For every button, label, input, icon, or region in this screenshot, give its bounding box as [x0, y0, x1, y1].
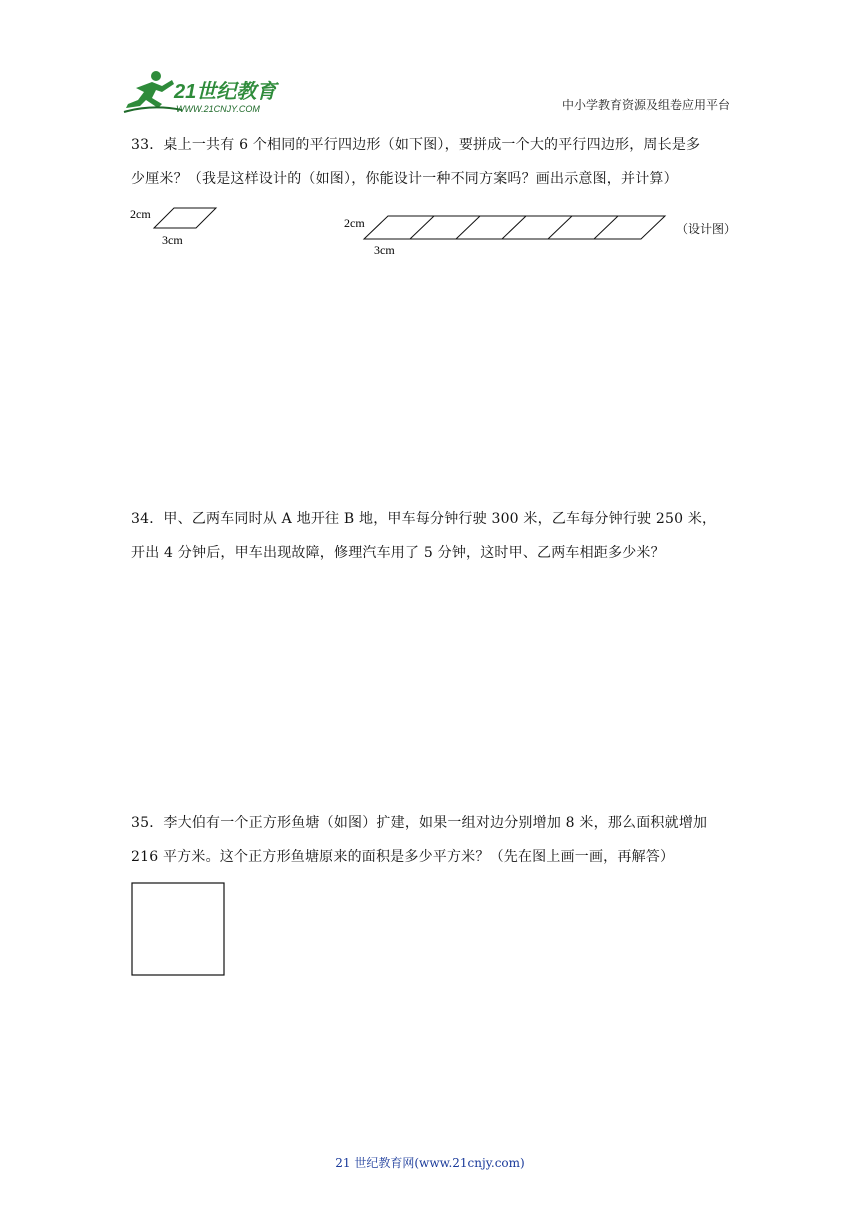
header-platform-text: 中小学教育资源及组卷应用平台 — [561, 98, 730, 112]
small-parallelogram-figure — [128, 200, 228, 252]
square-pond — [132, 883, 224, 975]
question-34-line-1: 34．甲、乙两车同时从 A 地开往 B 地，甲车每分钟行驶 300 米，乙车每分钟行驶 250 米， — [131, 511, 717, 527]
question-33 — [131, 128, 731, 196]
small-base-label: 3cm — [162, 233, 183, 247]
small-parallelogram — [154, 208, 216, 228]
question-34 — [131, 502, 731, 570]
design-figure — [342, 208, 672, 260]
question-35-line-2: 216 平方米。这个正方形鱼塘原来的面积是多少平方米？（先在图上画一画，再解答） — [131, 849, 675, 865]
small-side-label: 2cm — [130, 207, 151, 221]
design-divider — [502, 216, 526, 239]
square-pond-figure — [130, 882, 228, 978]
logo-text: 21世纪教育 — [174, 81, 277, 103]
design-caption: （设计图） — [676, 222, 737, 236]
question-33-line-2: 少厘米？（我是这样设计的（如图），你能设计一种不同方案吗？画出示意图，并计算） — [131, 171, 678, 187]
logo-url: WWW.21CNJY.COM — [176, 104, 260, 114]
design-side-label: 2cm — [344, 216, 365, 230]
design-divider — [456, 216, 480, 239]
question-33-line-1: 33．桌上一共有 6 个相同的平行四边形（如下图），要拼成一个大的平行四边形，周长是多 — [131, 137, 701, 153]
design-divider — [548, 216, 572, 239]
site-logo — [122, 68, 292, 116]
question-35-line-1: 35．李大伯有一个正方形鱼塘（如图）扩建，如果一组对边分别增加 8 米，那么面积就增加 — [131, 815, 708, 831]
question-35 — [131, 806, 731, 874]
design-divider — [410, 216, 434, 239]
footer-text: 21 世纪教育网(www.21cnjy.com) — [335, 1156, 525, 1170]
design-base-label: 3cm — [374, 243, 395, 257]
design-divider — [594, 216, 618, 239]
question-34-line-2: 开出 4 分钟后，甲车出现故障，修理汽车用了 5 分钟，这时甲、乙两车相距多少米？ — [131, 545, 665, 561]
